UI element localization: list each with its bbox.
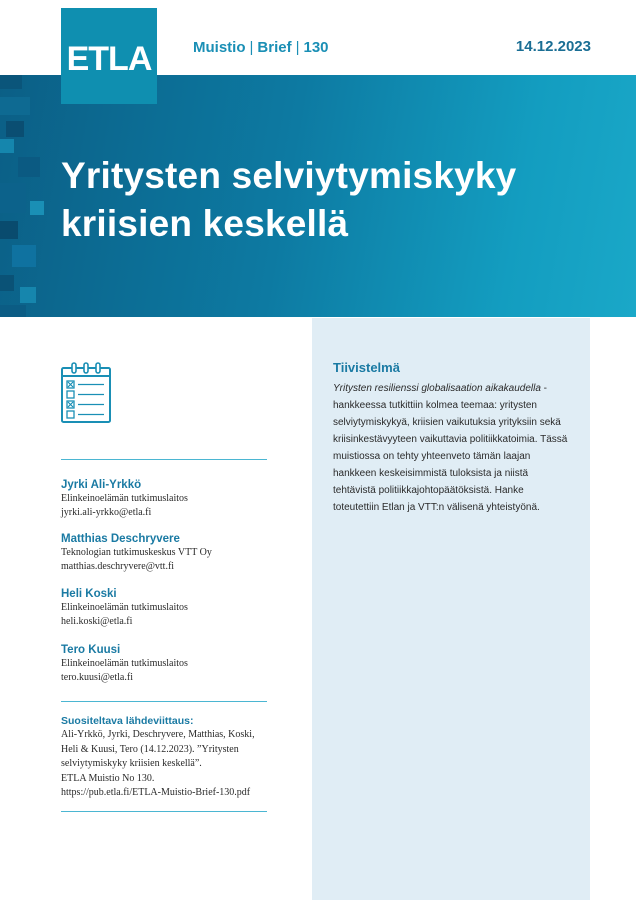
author-organization: Elinkeinoelämän tutkimuslaitos — [61, 602, 188, 613]
etla-logo — [61, 8, 157, 104]
series-type: Muistio — [193, 39, 246, 56]
divider — [61, 701, 267, 702]
etla-logo-text: ETLA — [66, 40, 152, 78]
banner-tile — [20, 287, 36, 303]
author-organization: Teknologian tutkimuskeskus VTT Oy — [61, 547, 212, 558]
author-organization: Elinkeinoelämän tutkimuslaitos — [61, 493, 188, 504]
banner-tile — [0, 75, 22, 89]
banner-tile — [30, 201, 44, 215]
citation-label: Suositeltava lähdeviittaus: — [61, 715, 194, 727]
citation-url[interactable]: https://pub.etla.fi/ETLA-Muistio-Brief-130.pdf — [61, 787, 251, 798]
citation-block — [61, 714, 281, 801]
banner-tile — [0, 221, 18, 239]
clipboard-checklist-icon — [60, 362, 112, 424]
title-line-2: kriisien keskellä — [61, 203, 349, 244]
banner-tile — [12, 245, 36, 267]
project-name: Yritysten resilienssi globalisaation aikakaudella — [333, 383, 541, 394]
author-name: Jyrki Ali-Yrkkö — [61, 479, 142, 491]
banner-tile — [6, 121, 24, 137]
title-line-1: Yritysten selviytymiskyky — [61, 155, 517, 196]
author-email[interactable]: tero.kuusi@etla.fi — [61, 672, 133, 683]
banner-tile — [0, 97, 30, 115]
author-name: Tero Kuusi — [61, 644, 121, 656]
author-organization: Elinkeinoelämän tutkimuslaitos — [61, 658, 188, 669]
publication-date: 14.12.2023 — [515, 38, 591, 55]
abstract-heading: Tiivistelmä — [333, 360, 400, 375]
etla-logo-mark — [61, 8, 157, 104]
banner-tile — [0, 275, 14, 291]
citation-line: ETLA Muistio No 130. — [61, 772, 155, 784]
citation-line: Ali-Yrkkö, Jyrki, Deschryvere, Matthias, Koski, — [61, 729, 255, 740]
page-title — [61, 152, 581, 248]
divider — [61, 459, 267, 460]
author-email[interactable]: matthias.deschryvere@vtt.fi — [61, 561, 175, 572]
author-block — [61, 643, 301, 685]
abstract-body: -hankkeessa tutkittiin kolmea teemaa: yritysten selviytymiskykyä, kriisien vaikutuksia yrityksiin sekä kriisinkestävyyteen vaikuttavia politiikkatoimia. Tässä muistiossa on tehty yhteenveto tämän laajan hankkeen keskeisimmistä tuloksista ja niistä tehtävistä politiikkajohtopäätöksistä. Hanke toteutettiin Etlan ja VTT:n välisenä yhteistyönä. — [333, 383, 568, 513]
banner-tile — [0, 305, 26, 317]
series-separator-2: | — [295, 39, 300, 56]
author-block — [61, 587, 301, 629]
author-email[interactable]: heli.koski@etla.fi — [61, 616, 133, 627]
banner-tile — [0, 139, 14, 153]
citation-line: selviytymiskyky kriisien keskellä”. — [61, 758, 202, 769]
series-type-en: Brief — [257, 39, 292, 56]
banner-tile — [0, 183, 26, 213]
author-email[interactable]: jyrki.ali-yrkko@etla.fi — [61, 507, 152, 518]
author-name: Matthias Deschryvere — [61, 533, 180, 545]
series-number: 130 — [303, 39, 329, 56]
citation-text — [61, 728, 281, 801]
author-name: Heli Koski — [61, 588, 117, 600]
series-separator-1: | — [249, 39, 254, 56]
abstract-text — [333, 380, 571, 516]
citation-line: Heli & Kuusi, Tero (14.12.2023). ”Yritysten — [61, 743, 239, 755]
banner-tile — [18, 157, 40, 177]
author-block — [61, 478, 301, 520]
publication-series — [193, 39, 329, 56]
divider — [61, 811, 267, 812]
author-block — [61, 532, 301, 574]
